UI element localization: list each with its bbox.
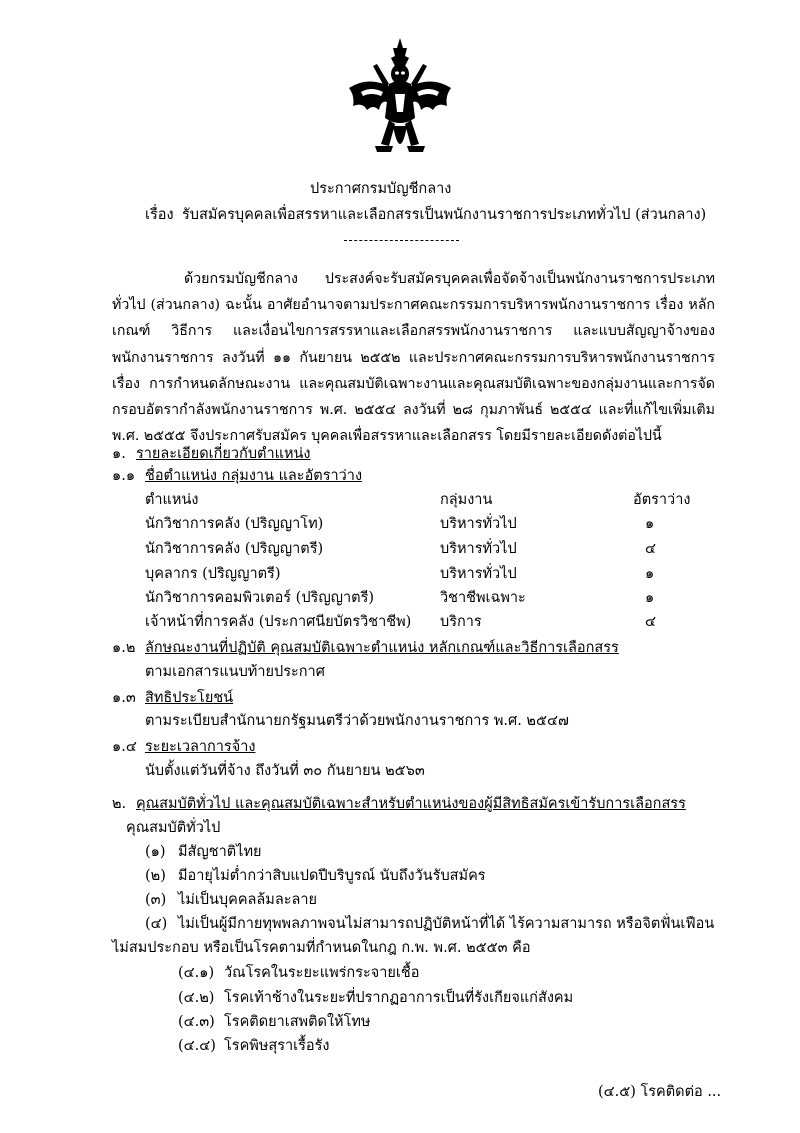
table-row-2-vacancy: ๔	[645, 541, 656, 557]
qualification-1-text: มีสัญชาติไทย	[178, 844, 262, 860]
section2-number: ๒.	[112, 796, 127, 812]
subitem-4-3-text: โรคติดยาเสพติดให้โทษ	[224, 1014, 371, 1030]
section1-4-number: ๑.๔	[112, 739, 137, 755]
continued-on-next-page: (๔.๕) โรคติดต่อ ...	[598, 1084, 722, 1100]
section1-1-title: ชื่อตำแหน่ง กลุ่มงาน และอัตราว่าง	[145, 468, 363, 484]
table-header-group: กลุ่มงาน	[440, 492, 493, 508]
qualification-2-text: มีอายุไม่ต่ำกว่าสิบแปดปีบริบูรณ์ นับถึงวันรับสมัคร	[178, 868, 486, 884]
qualification-3-text: ไม่เป็นบุคคลล้มละลาย	[178, 892, 318, 908]
table-row-5-vacancy: ๔	[645, 614, 656, 630]
section1-4-text: นับตั้งแต่วันที่จ้าง ถึงวันที่ ๓๐ กันยายน ๒๕๖๓	[145, 763, 425, 779]
table-row-1-group: บริหารทั่วไป	[440, 516, 517, 532]
section1-3-text: ตามระเบียบสำนักนายกรัฐมนตรีว่าด้วยพนักงานราชการ พ.ศ. ๒๕๔๗	[145, 713, 569, 729]
subitem-4-4-text: โรคพิษสุราเรื้อรัง	[224, 1038, 330, 1054]
table-row-5-group: บริการ	[440, 614, 482, 630]
subitem-4-1-number: (๔.๑)	[178, 965, 215, 981]
qualification-4-number: (๔)	[145, 916, 168, 932]
qualification-3-number: (๓)	[145, 892, 167, 908]
table-row-1-position: นักวิชาการคลัง (ปริญญาโท)	[145, 516, 324, 532]
garuda-emblem-icon	[345, 36, 455, 166]
table-row-4-group: วิชาชีพเฉพาะ	[440, 590, 526, 606]
table-row-2-position: นักวิชาการคลัง (ปริญญาตรี)	[145, 541, 324, 557]
section1-4-title: ระยะเวลาการจ้าง	[145, 739, 256, 755]
qualification-4-text: ไม่เป็นผู้มีกายทุพพลภาพจนไม่สามารถปฏิบัติหน้าที่ได้ ไร้ความสามารถ หรือจิตฟั่นเฟือน	[178, 916, 715, 932]
qualification-1-number: (๑)	[145, 844, 166, 860]
section1-2-title: ลักษณะงานที่ปฏิบัติ คุณสมบัติเฉพาะตำแหน่ง หลักเกณฑ์และวิธีการเลือกสรร	[145, 640, 619, 656]
section2-title: คุณสมบัติทั่วไป และคุณสมบัติเฉพาะสำหรับตำแหน่งของผู้มีสิทธิสมัครเข้ารับการเลือกสรร	[136, 796, 686, 812]
section1-3-number: ๑.๓	[112, 690, 136, 706]
subject-text: รับสมัครบุคคลเพื่อสรรหาและเลือกสรรเป็นพนักงานราชการประเภททั่วไป (ส่วนกลาง)	[182, 207, 707, 223]
subitem-4-2-text: โรคเท้าช้างในระยะที่ปรากฏอาการเป็นที่รังเกียจแก่สังคม	[224, 990, 574, 1006]
subitem-4-2-number: (๔.๒)	[178, 990, 215, 1006]
subject-label: เรื่อง	[145, 207, 174, 223]
table-row-3-vacancy: ๑	[645, 566, 655, 582]
qualification-2-number: (๒)	[145, 868, 166, 884]
table-row-3-group: บริหารทั่วไป	[440, 566, 517, 582]
table-row-1-vacancy: ๑	[645, 516, 655, 532]
section1-1-number: ๑.๑	[112, 468, 136, 484]
header-divider	[344, 240, 459, 241]
section1-title: รายละเอียดเกี่ยวกับตำแหน่ง	[136, 446, 311, 462]
section1-2-number: ๑.๒	[112, 640, 136, 656]
qualification-4-continuation: ไม่สมประกอบ หรือเป็นโรคตามที่กำหนดในกฎ ก.พ. พ.ศ. ๒๕๕๓ คือ	[112, 940, 531, 956]
table-row-3-position: บุคลากร (ปริญญาตรี)	[145, 566, 281, 582]
table-row-2-group: บริหารทั่วไป	[440, 541, 517, 557]
table-row-4-position: นักวิชาการคอมพิวเตอร์ (ปริญญาตรี)	[145, 590, 375, 606]
section1-3-title: สิทธิประโยชน์	[145, 690, 234, 706]
subitem-4-3-number: (๔.๓)	[178, 1014, 215, 1030]
section1-number: ๑.	[112, 446, 126, 462]
section1-2-text: ตามเอกสารแนบท้ายประกาศ	[145, 664, 325, 680]
table-header-position: ตำแหน่ง	[145, 492, 199, 508]
announcement-title: ประกาศกรมบัญชีกลาง	[310, 181, 452, 197]
intro-paragraph	[112, 266, 715, 449]
subitem-4-1-text: วัณโรคในระยะแพร่กระจายเชื้อ	[224, 965, 420, 981]
intro-text: ด้วยกรมบัญชีกลาง ประสงค์จะรับสมัครบุคคลเพื่อจัดจ้างเป็นพนักงานราชการประเภททั่วไป (ส่วนกลาง) ฉะนั้น อาศัยอำนาจตามประกาศคณะกรรมการบริหารพนักงานราชการ เรื่อง หลักเกณฑ์ วิธีการ และเงื่อนไขการสรรหาและเลือกสรรพนักงานราชการ และแบบสัญญาจ้างของพนักงานราชการ ลงวันที่ ๑๑ กันยายน ๒๕๕๒ และประกาศคณะกรรมการบริหารพนักงานราชการ เรื่อง การกำหนดลักษณะงาน และคุณสมบัติเฉพาะงานและคุณสมบัติเฉพาะของกลุ่มงานและการจัดกรอบอัตรากำลังพนักงานราชการ พ.ศ. ๒๕๕๔ ลงวันที่ ๒๘ กุมภาพันธ์ ๒๕๕๔ และที่แก้ไขเพิ่มเติม พ.ศ. ๒๕๕๕ จึงประกาศรับสมัคร บุคคลเพื่อสรรหาและเลือกสรร โดยมีรายละเอียดดังต่อไปนี้	[112, 271, 715, 445]
table-row-4-vacancy: ๑	[645, 590, 655, 606]
general-qualifications-label: คุณสมบัติทั่วไป	[126, 820, 221, 836]
subitem-4-4-number: (๔.๔)	[178, 1038, 216, 1054]
table-row-5-position: เจ้าหน้าที่การคลัง (ประกาศนียบัตรวิชาชีพ)	[145, 614, 412, 630]
table-header-vacancy: อัตราว่าง	[633, 492, 691, 508]
